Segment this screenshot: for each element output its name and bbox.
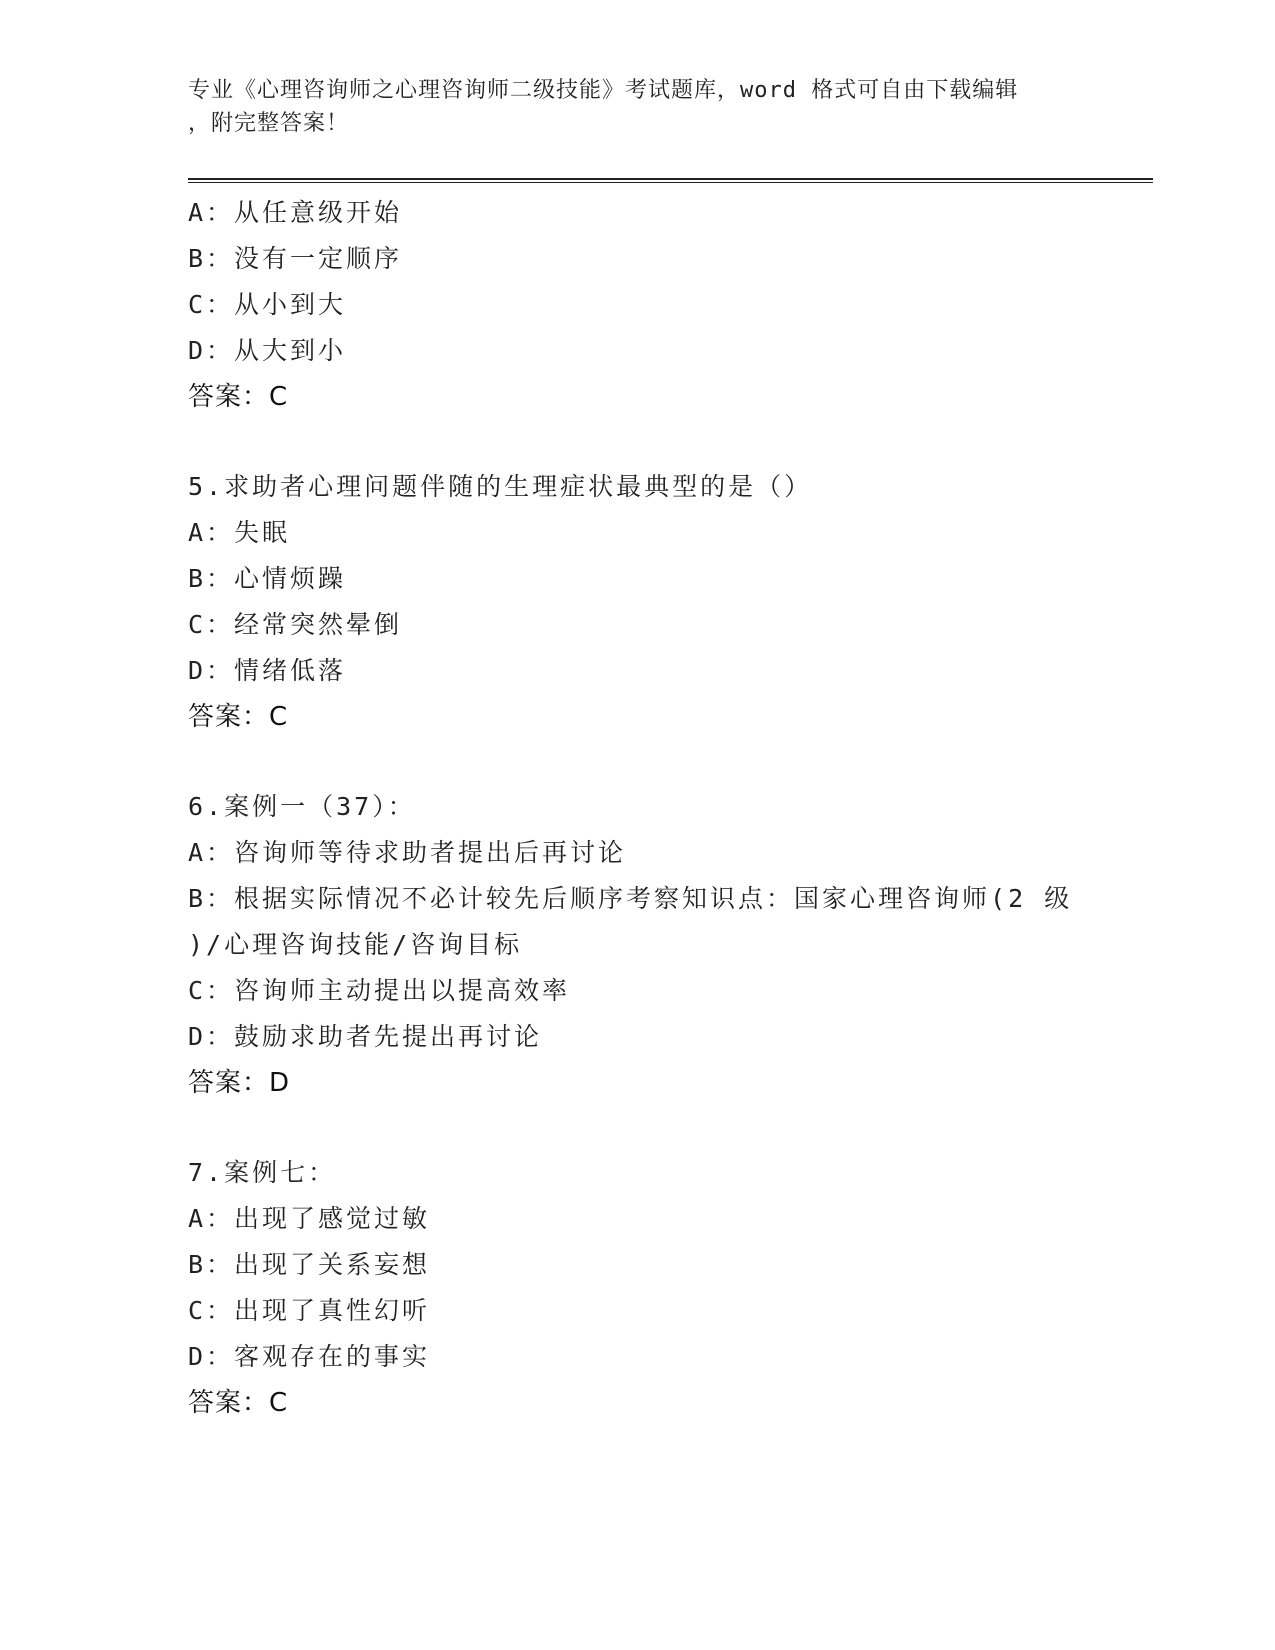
document-header: [188, 74, 1088, 140]
answer-line: 答案：D: [188, 1068, 291, 1098]
option-d: D：情绪低落: [188, 656, 347, 685]
option-b: B：心情烦躁: [188, 564, 347, 593]
question-text: 6.案例一（37）：: [188, 792, 416, 821]
spacer: [188, 1106, 1128, 1150]
option-b-continuation: )/心理咨询技能/咨询目标: [188, 930, 523, 959]
option-a: A：咨询师等待求助者提出后再讨论: [188, 838, 627, 867]
option-b: B：没有一定顺序: [188, 244, 403, 273]
option-c: C：咨询师主动提出以提高效率: [188, 976, 571, 1005]
spacer: [188, 420, 1128, 464]
option-c: C：从小到大: [188, 290, 347, 319]
question-text: 5.求助者心理问题伴随的生理症状最典型的是（）: [188, 472, 813, 501]
option-d: D：从大到小: [188, 336, 347, 365]
option-d: D：客观存在的事实: [188, 1342, 431, 1371]
question-block-7: [188, 1150, 1128, 1426]
question-text: 7.案例七：: [188, 1158, 337, 1187]
question-block-4: [188, 190, 1128, 420]
header-divider: [188, 178, 1153, 183]
answer-line: 答案：C: [188, 1388, 289, 1418]
answer-line: 答案：C: [188, 702, 289, 732]
option-b: B：出现了关系妄想: [188, 1250, 431, 1279]
question-block-5: [188, 464, 1128, 740]
option-a: A：失眠: [188, 518, 291, 547]
option-c: C：经常突然晕倒: [188, 610, 403, 639]
answer-line: 答案：C: [188, 382, 289, 412]
option-b: B：根据实际情况不必计较先后顺序考察知识点：国家心理咨询师(2 级: [188, 884, 1073, 913]
option-d: D：鼓励求助者先提出再讨论: [188, 1022, 543, 1051]
header-line-2: ，附完整答案！: [188, 111, 350, 136]
option-a: A：从任意级开始: [188, 198, 403, 227]
spacer: [188, 740, 1128, 784]
option-a: A：出现了感觉过敏: [188, 1204, 431, 1233]
option-c: C：出现了真性幻听: [188, 1296, 431, 1325]
question-block-6: [188, 784, 1128, 1106]
header-line-1: 专业《心理咨询师之心理咨询师二级技能》考试题库，word 格式可自由下载编辑: [188, 78, 1019, 103]
question-list: [188, 190, 1128, 1426]
